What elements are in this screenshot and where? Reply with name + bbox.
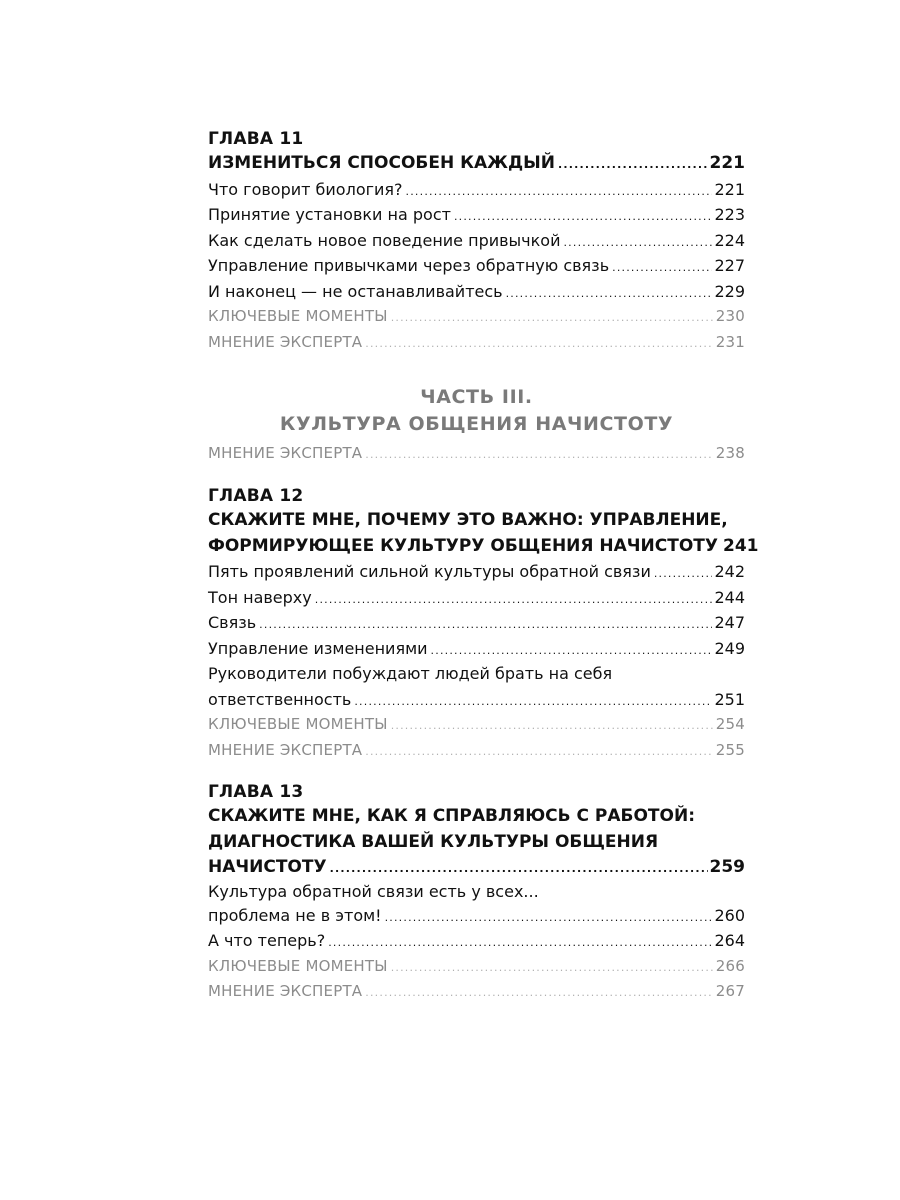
- expert-opinion-entry: МНЕНИЕ ЭКСПЕРТА ..... 255: [208, 738, 745, 764]
- chapter-title-line: СКАЖИТЕ МНЕ, ПОЧЕМУ ЭТО ВАЖНО: УПРАВЛЕНИЕ,: [208, 510, 728, 530]
- chapter-11: [208, 127, 745, 355]
- expert-opinion-entry: МНЕНИЕ ЭКСПЕРТА ..... 267: [208, 979, 745, 1005]
- part-heading: [208, 384, 745, 438]
- chapter-label: ГЛАВА 12: [208, 486, 304, 506]
- expert-opinion-entry: МНЕНИЕ ЭКСПЕРТА ..... 231: [208, 330, 745, 356]
- key-points-entry: КЛЮЧЕВЫЕ МОМЕНТЫ ..... 254: [208, 712, 745, 738]
- chapter-title: НАЧИСТОТУ ..... 259: [208, 855, 745, 881]
- toc-entry: И наконец — не останавливайтесь ..... 229: [208, 279, 745, 305]
- toc-entry-line: Руководители побуждают людей брать на себя: [208, 664, 613, 683]
- chapter-title: ИЗМЕНИТЬСЯ СПОСОБЕН КАЖДЫЙ ..... 221: [208, 151, 745, 177]
- toc-entry: проблема не в этом! ..... 260: [208, 903, 745, 929]
- chapter-label: ГЛАВА 13: [208, 782, 304, 802]
- toc-entry: ответственность ..... 251: [208, 687, 745, 713]
- chapter-title-line: ДИАГНОСТИКА ВАШЕЙ КУЛЬТУРЫ ОБЩЕНИЯ: [208, 831, 659, 852]
- part-title: КУЛЬТУРА ОБЩЕНИЯ НАЧИСТОТУ: [279, 413, 674, 435]
- key-points-entry: КЛЮЧЕВЫЕ МОМЕНТЫ ..... 266: [208, 954, 745, 980]
- toc-entry: Связь ..... 247: [208, 610, 745, 636]
- expert-opinion-entry: МНЕНИЕ ЭКСПЕРТА ..... 238: [208, 441, 745, 467]
- toc-entry: Управление привычками через обратную связь ..... 227: [208, 253, 745, 279]
- part-number: ЧАСТЬ III.: [420, 386, 533, 408]
- toc-entry: Как сделать новое поведение привычкой ..... 224: [208, 228, 745, 254]
- chapter-13: [208, 780, 745, 1005]
- chapter-label: ГЛАВА 11: [208, 129, 304, 149]
- chapter-title-line: СКАЖИТЕ МНЕ, КАК Я СПРАВЛЯЮСЬ С РАБОТОЙ:: [208, 806, 695, 826]
- toc-entry: Управление изменениями ..... 249: [208, 636, 745, 662]
- chapter-title: ФОРМИРУЮЩЕЕ КУЛЬТУРУ ОБЩЕНИЯ НАЧИСТОТУ 241: [208, 535, 759, 556]
- chapter-12: [208, 484, 759, 763]
- part-3-entries: [208, 441, 745, 467]
- toc-entry: Пять проявлений сильной культуры обратной связи ..... 242: [208, 559, 745, 585]
- toc-entry: Принятие установки на рост ..... 223: [208, 202, 745, 228]
- toc-entry: Что говорит биология? ..... 221: [208, 177, 745, 203]
- toc-entry-line: Культура обратной связи есть у всех...: [208, 881, 539, 901]
- key-points-entry: КЛЮЧЕВЫЕ МОМЕНТЫ ..... 230: [208, 304, 745, 330]
- toc-entry: Тон наверху ..... 244: [208, 585, 745, 611]
- toc-entry: А что теперь? ..... 264: [208, 928, 745, 954]
